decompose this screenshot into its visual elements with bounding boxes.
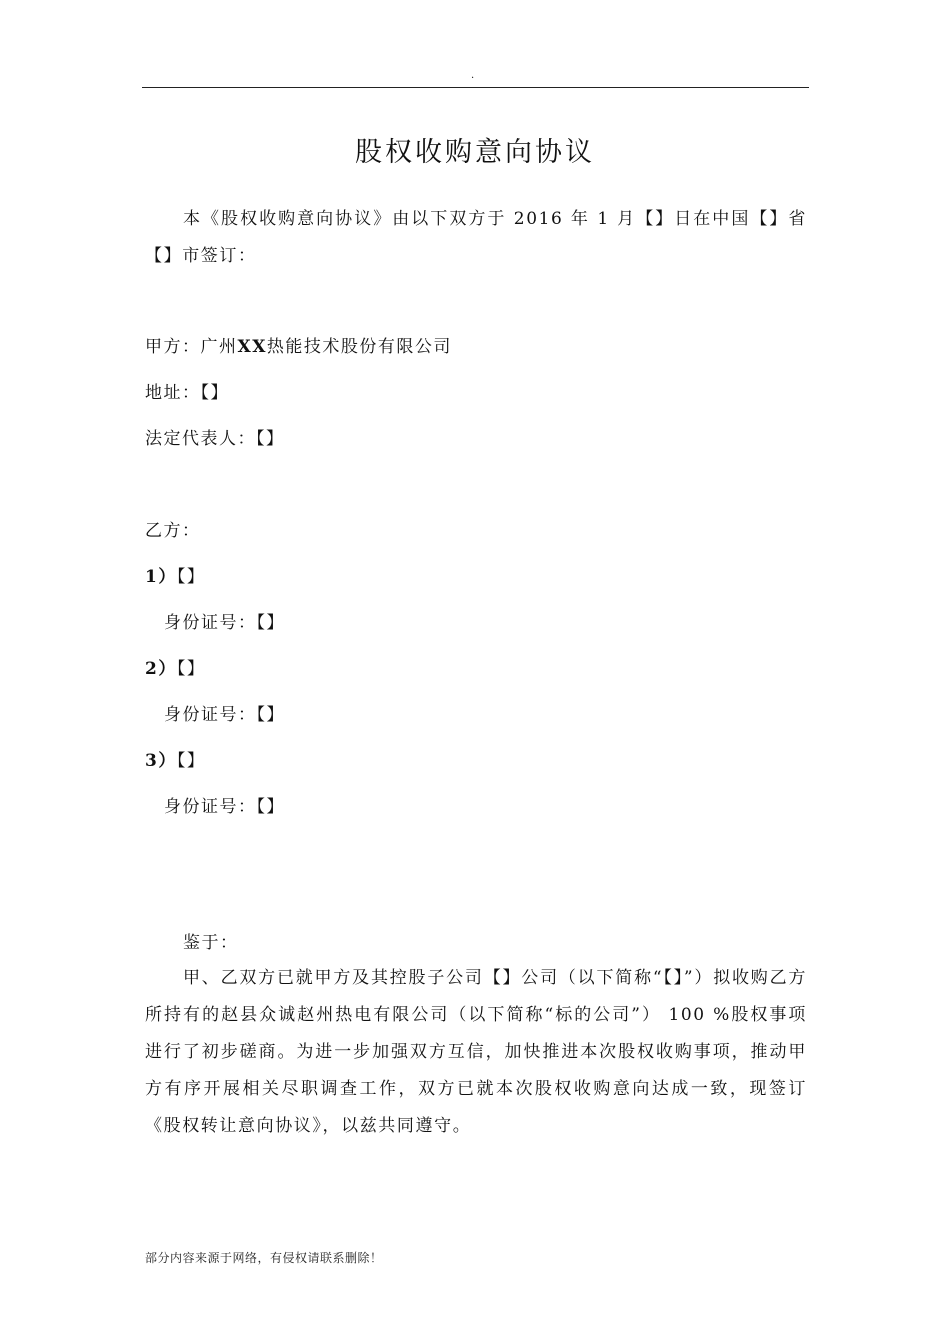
party-b-member-1-id: 身份证号：【】 (164, 613, 285, 633)
member-index: 3） (145, 751, 177, 771)
whereas-label: 鉴于： (183, 933, 239, 953)
party-a-legal-rep: 法定代表人：【】 (145, 429, 285, 449)
whereas-paragraph (145, 960, 807, 1145)
party-a-address: 地址：【】 (145, 383, 229, 403)
party-b-label: 乙方： (145, 521, 201, 541)
party-b-member-2 (145, 658, 205, 680)
member-index: 1） (145, 567, 177, 587)
intro-text: 本《股权收购意向协议》由以下双方于 2016 年 1 月【】日在中国【】省【】市签订： (145, 209, 807, 266)
member-name: 【】 (176, 751, 206, 771)
document-title: 股权收购意向协议 (355, 137, 595, 168)
whereas-text: 甲、乙双方已就甲方及其控股子公司【】公司（以下简称“【】”）拟收购乙方所持有的赵县众诚赵州热电有限公司（以下简称“标的公司”） 100 %股权事项进行了初步磋商。为进一步加强双方互信，加快推进本次股权收购事项，推动甲方有序开展相关尽职调查工作，双方已就本次股权收购意向达成一致，现签订《股权转让意向协议》，以兹共同遵守。 (145, 968, 807, 1136)
footer-notice: 部分内容来源于网络，有侵权请联系删除！ (145, 1251, 383, 1265)
header-rule (142, 87, 809, 88)
header-mark: . (471, 70, 475, 81)
member-index: 2） (145, 659, 177, 679)
party-b-member-3-id: 身份证号：【】 (164, 797, 285, 817)
party-a-name-rest: 热能技术股份有限公司 (266, 337, 452, 357)
party-b-member-3 (145, 750, 205, 772)
party-b-member-1 (145, 566, 205, 588)
party-b-member-2-id: 身份证号：【】 (164, 705, 285, 725)
party-a-name-label: 甲方：广州 (145, 337, 238, 357)
intro-paragraph (145, 201, 807, 275)
party-a-name-bold: XX (237, 337, 267, 357)
member-name: 【】 (176, 567, 206, 587)
member-name: 【】 (176, 659, 206, 679)
party-a-name (145, 336, 452, 358)
